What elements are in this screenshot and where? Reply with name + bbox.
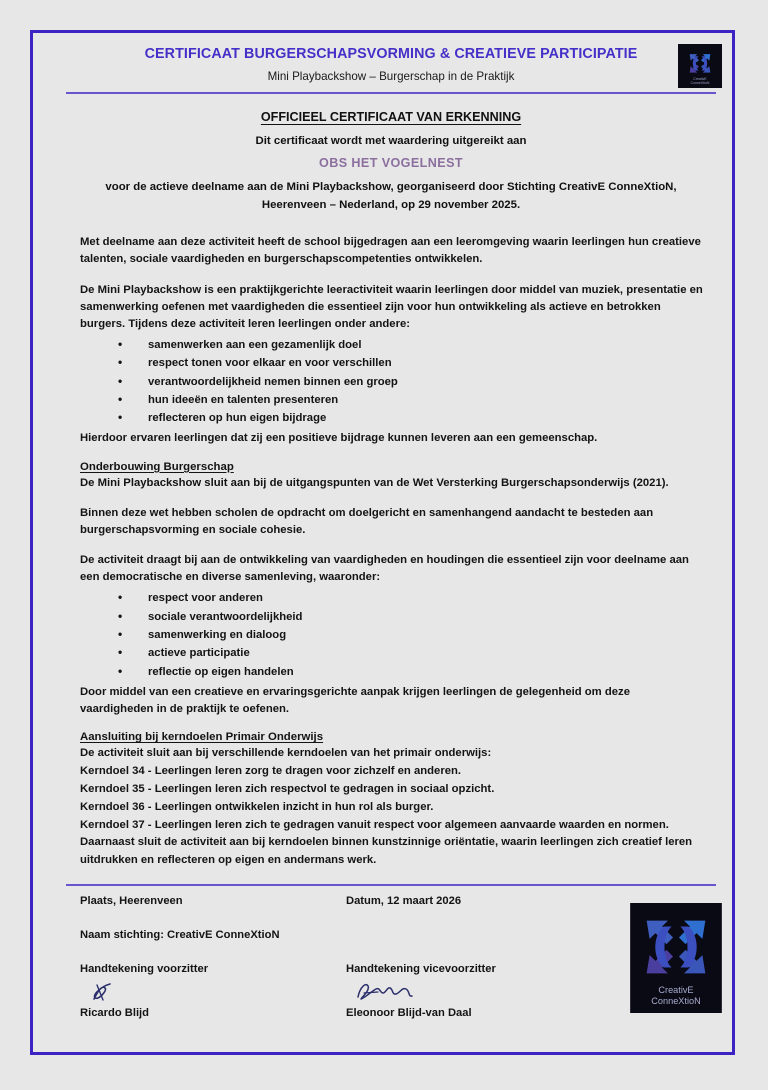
chair-signature-mark: [88, 979, 350, 1006]
place-field: Plaats, Heerenveen: [80, 895, 183, 908]
kerndoel-34: Kerndoel 34 - Leerlingen leren zorg te dragen voor zichzelf en anderen.: [80, 765, 462, 778]
certificate-content: [66, 42, 716, 1020]
kerndoel-35: Kerndoel 35 - Leerlingen leren zich respectvol te gedragen in sociaal opzicht.: [80, 782, 495, 795]
foundation-name-field: Naam stichting: CreativE ConneXtioN: [80, 929, 280, 942]
svg-text:CreativE: CreativE: [693, 77, 707, 82]
spacer-text: [346, 929, 606, 941]
date-field: Datum, 12 maart 2026: [346, 895, 462, 908]
page-title: CERTIFICAAT BURGERSCHAPSVORMING & CREATIEVE PARTICIPATIE: [144, 46, 638, 62]
logo-text-line-1: CreativE: [658, 984, 694, 995]
kerndoel-36: Kerndoel 36 - Leerlingen ontwikkelen inzicht in hun rol als burger.: [80, 800, 434, 813]
list-item: • reflecteren op hun eigen bijdrage: [118, 409, 706, 427]
creative-connextion-logo-icon: [630, 903, 722, 1013]
page-subtitle: Mini Playbackshow – Burgerschap in de Praktijk: [267, 69, 515, 83]
kerndoel-37: Kerndoel 37 - Leerlingen leren zich te gedragen vanuit respect voor algemeen aanvaarde waarden en normen.: [80, 818, 669, 831]
skills-bullet-list: [80, 336, 706, 427]
list-item: • samenwerken aan een gezamenlijk doel: [118, 336, 706, 354]
svg-text:ConneXtioN: ConneXtioN: [690, 81, 710, 86]
header-divider: [66, 92, 716, 94]
list-item: • actieve participatie: [118, 644, 706, 662]
list-item: • sociale verantwoordelijkheid: [118, 608, 706, 626]
certificate-intro: [66, 110, 716, 214]
logo-text-line-2: ConneXtioN: [651, 995, 701, 1006]
body-paragraph-5: Binnen deze wet hebben scholen de opdracht om doelgericht en samenhangend aandacht te besteden aan burgerschapsvorming en sociale cohesie.: [80, 506, 654, 536]
award-reason-line-1: voor de actieve deelname aan de Mini Playbackshow, georganiseerd door Stichting CreativE ConneXtioN,: [105, 180, 677, 193]
body-paragraph-1: Met deelname aan deze activiteit heeft de school bijgedragen aan een leeromgeving waarin leerlingen hun creatieve talenten, sociale vaardigheden en burgerschapscompetenties ontwikkelen.: [80, 236, 701, 266]
award-reason-line-2: Heerenveen – Nederland, op 29 november 2025.: [261, 198, 521, 211]
body-paragraph-4: De Mini Playbackshow sluit aan bij de uitgangspunten van de Wet Versterking Burgerschapsonderwijs (2021).: [80, 476, 669, 489]
list-item: • respect voor anderen: [118, 589, 706, 607]
section-heading-kerndoelen: Aansluiting bij kerndoelen Primair Onderwijs: [80, 731, 324, 744]
vicechair-signature-label: Handtekening vicevoorzitter: [346, 963, 496, 976]
certificate-body: [66, 234, 716, 870]
section-heading-onderbouwing: Onderbouwing Burgerschap: [80, 460, 234, 473]
competencies-bullet-list: [80, 589, 706, 680]
list-item: • verantwoordelijkheid nemen binnen een groep: [118, 373, 706, 391]
chair-name: Ricardo Blijd: [80, 1007, 149, 1020]
body-paragraph-8: De activiteit sluit aan bij verschillende kerndoelen van het primair onderwijs:: [80, 747, 492, 760]
recipient-school-name: OBS HET VOGELNEST: [319, 155, 463, 170]
body-paragraph-6: De activiteit draagt bij aan de ontwikkeling van vaardigheden en houdingen die essentieel zijn voor deelname aan een democratische en diverse samenleving, waaronder:: [80, 554, 689, 584]
certificate-header: [66, 46, 716, 94]
list-item: • respect tonen voor elkaar en voor verschillen: [118, 354, 706, 372]
list-item: • samenwerking en dialoog: [118, 626, 706, 644]
signature-divider: [66, 884, 716, 886]
official-certificate-heading: OFFICIEEL CERTIFICAAT VAN ERKENNING: [260, 109, 522, 124]
signature-column-left: [80, 895, 350, 1019]
body-paragraph-7: Door middel van een creatieve en ervaringsgerichte aanpak krijgen leerlingen de gelegenheid om deze vaardigheden in de praktijk te oefenen.: [80, 685, 630, 716]
chair-signature-label: Handtekening voorzitter: [80, 963, 209, 976]
vicechair-name: Eleonoor Blijd-van Daal: [346, 1007, 472, 1020]
body-paragraph-2: De Mini Playbackshow is een praktijkgerichte leeractiviteit waarin leerlingen door middel van muziek, presentatie en samenwerking oefenen met vaardigheden die essentieel zijn voor hun ontwikkeling als actieve en betrokken burgers. Tijdens deze activiteit leren leerlingen onder andere:: [80, 283, 703, 330]
body-paragraph-3: Hierdoor ervaren leerlingen dat zij een positieve bijdrage kunnen leveren aan een gemeenschap.: [80, 432, 598, 445]
signature-section: [66, 895, 716, 1020]
creative-connextion-logo-icon: [678, 44, 722, 88]
vicechair-signature-mark: [354, 979, 606, 1006]
list-item: • reflectie op eigen handelen: [118, 663, 706, 681]
body-paragraph-9: Daarnaast sluit de activiteit aan bij kerndoelen binnen kunstzinnige oriëntatie, waarin leerlingen zich creatief leren uitdrukken en reflecteren op eigen en andermans werk.: [80, 836, 693, 867]
list-item: • hun ideeën en talenten presenteren: [118, 391, 706, 409]
awarded-to-label: Dit certificaat wordt met waardering uitgereikt aan: [255, 134, 527, 147]
signature-column-right: [346, 895, 606, 1019]
